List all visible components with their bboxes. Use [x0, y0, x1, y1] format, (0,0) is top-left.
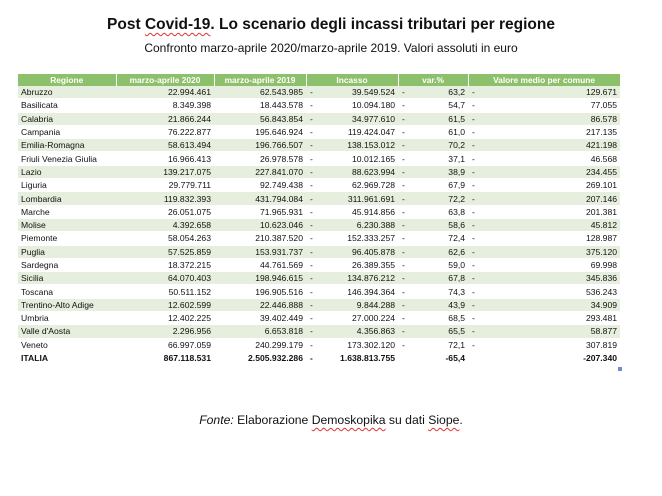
cell-v2019: 6.653.818	[214, 325, 306, 338]
cell-s2: -	[398, 245, 420, 258]
cell-region: ITALIA	[18, 351, 116, 364]
cell-s2: -	[398, 325, 420, 338]
cell-v2019: 44.761.569	[214, 258, 306, 271]
cell-media: 421.198	[490, 139, 620, 152]
cell-s3: -	[468, 112, 490, 125]
cell-incasso: 45.914.856	[326, 205, 398, 218]
table-row	[18, 218, 620, 231]
table-row	[18, 258, 620, 271]
cell-s1: -	[306, 218, 326, 231]
table-row	[18, 112, 620, 125]
cell-v2019: 198.946.615	[214, 272, 306, 285]
cell-s3: -	[468, 245, 490, 258]
cell-incasso: 27.000.224	[326, 312, 398, 325]
source-end: .	[459, 413, 463, 427]
cell-s3: -	[468, 258, 490, 271]
cell-incasso: 88.623.994	[326, 165, 398, 178]
cell-var: 38,9	[420, 165, 468, 178]
cell-s1: -	[306, 152, 326, 165]
cell-s3: -	[468, 298, 490, 311]
cell-v2020: 18.372.215	[116, 258, 214, 271]
cell-region: Lombardia	[18, 192, 116, 205]
cell-s3	[468, 351, 490, 364]
cell-region: Basilicata	[18, 99, 116, 112]
cell-v2019: 153.931.737	[214, 245, 306, 258]
table-row	[18, 205, 620, 218]
cell-s3: -	[468, 139, 490, 152]
cell-v2020: 76.222.877	[116, 125, 214, 138]
cell-var: 63,2	[420, 86, 468, 99]
header-regione: Regione	[18, 74, 116, 86]
source-pre: Elaborazione	[233, 413, 312, 427]
cell-s2: -	[398, 258, 420, 271]
cell-v2020: 2.296.956	[116, 325, 214, 338]
cell-v2020: 26.051.075	[116, 205, 214, 218]
cell-s2: -	[398, 125, 420, 138]
cell-var: 67,8	[420, 272, 468, 285]
cell-s1: -	[306, 179, 326, 192]
cell-media: 129.671	[490, 86, 620, 99]
cell-s3: -	[468, 285, 490, 298]
table-row	[18, 125, 620, 138]
table-row	[18, 139, 620, 152]
cell-var: 61,0	[420, 125, 468, 138]
table-row	[18, 245, 620, 258]
cell-s1: -	[306, 312, 326, 325]
cell-v2020: 4.392.658	[116, 218, 214, 231]
cell-s2: -	[398, 165, 420, 178]
header-media: Valore medio per comune	[468, 74, 620, 86]
cell-s1: -	[306, 86, 326, 99]
table-row	[18, 192, 620, 205]
cell-media: 307.819	[490, 338, 620, 351]
cell-s1: -	[306, 125, 326, 138]
cell-media: 34.909	[490, 298, 620, 311]
header-2020: marzo-aprile 2020	[116, 74, 214, 86]
cell-media: 46.568	[490, 152, 620, 165]
cell-v2020: 66.997.059	[116, 338, 214, 351]
cell-region: Toscana	[18, 285, 116, 298]
source-db: Siope	[428, 413, 460, 427]
cell-media: 293.481	[490, 312, 620, 325]
cell-v2020: 58.054.263	[116, 232, 214, 245]
cell-s1: -	[306, 298, 326, 311]
cell-s2	[398, 351, 420, 364]
cell-v2020: 21.866.244	[116, 112, 214, 125]
cell-var: 74,3	[420, 285, 468, 298]
cell-v2020: 64.070.403	[116, 272, 214, 285]
table-row	[18, 272, 620, 285]
cell-region: Emilia-Romagna	[18, 139, 116, 152]
cell-v2020: 12.602.599	[116, 298, 214, 311]
cell-v2020: 58.613.494	[116, 139, 214, 152]
cell-s3: -	[468, 192, 490, 205]
cell-v2019: 210.387.520	[214, 232, 306, 245]
cell-v2020: 119.832.393	[116, 192, 214, 205]
cell-var: 43,9	[420, 298, 468, 311]
cell-region: Valle d'Aosta	[18, 325, 116, 338]
source-label: Fonte:	[199, 413, 234, 427]
cell-incasso: 146.394.364	[326, 285, 398, 298]
source-mid: su dati	[385, 413, 429, 427]
cell-s2: -	[398, 192, 420, 205]
cell-v2019: 196.766.507	[214, 139, 306, 152]
cell-s3: -	[468, 218, 490, 231]
cell-region: Campania	[18, 125, 116, 138]
cell-incasso: 173.302.120	[326, 338, 398, 351]
cell-s3: -	[468, 165, 490, 178]
cell-v2019: 2.505.932.286	[214, 351, 306, 364]
title-covid: Covid-19	[144, 16, 211, 33]
cell-region: Umbria	[18, 312, 116, 325]
cell-s3: -	[468, 125, 490, 138]
cell-media: 269.101	[490, 179, 620, 192]
cell-v2019: 431.794.084	[214, 192, 306, 205]
cell-region: Liguria	[18, 179, 116, 192]
cell-media: 234.455	[490, 165, 620, 178]
table-row	[18, 298, 620, 311]
cell-region: Trentino-Alto Adige	[18, 298, 116, 311]
cell-s2: -	[398, 112, 420, 125]
cell-var: 68,5	[420, 312, 468, 325]
cell-v2020: 57.525.859	[116, 245, 214, 258]
cell-incasso: 6.230.388	[326, 218, 398, 231]
table-row	[18, 152, 620, 165]
cell-v2019: 62.543.985	[214, 86, 306, 99]
cell-incasso: 9.844.288	[326, 298, 398, 311]
title-rest: . Lo scenario degli incassi tributari per regione	[210, 16, 555, 33]
cell-var: -65,4	[420, 351, 468, 364]
cell-v2019: 18.443.578	[214, 99, 306, 112]
cell-var: 63,8	[420, 205, 468, 218]
cell-v2020: 50.511.152	[116, 285, 214, 298]
cell-s3: -	[468, 232, 490, 245]
cell-s2: -	[398, 218, 420, 231]
cell-v2020: 8.349.398	[116, 99, 214, 112]
cell-var: 67,9	[420, 179, 468, 192]
cell-media: -207.340	[490, 351, 620, 364]
cell-s1: -	[306, 338, 326, 351]
cell-media: 69.998	[490, 258, 620, 271]
page-subtitle: Confronto marzo-aprile 2020/marzo-aprile 2019. Valori assoluti in euro	[144, 41, 518, 55]
cell-incasso: 26.389.355	[326, 258, 398, 271]
cell-media: 536.243	[490, 285, 620, 298]
cell-v2019: 22.446.888	[214, 298, 306, 311]
cell-v2019: 56.843.854	[214, 112, 306, 125]
cell-v2019: 10.623.046	[214, 218, 306, 231]
cell-var: 59,0	[420, 258, 468, 271]
cell-s1: -	[306, 325, 326, 338]
cell-var: 62,6	[420, 245, 468, 258]
title-prefix: Post	[107, 16, 145, 33]
cell-region: Piemonte	[18, 232, 116, 245]
cell-media: 375.120	[490, 245, 620, 258]
cell-v2020: 22.994.461	[116, 86, 214, 99]
table-header-row	[18, 74, 620, 86]
cell-var: 54,7	[420, 99, 468, 112]
cell-s2: -	[398, 298, 420, 311]
cell-s1: -	[306, 165, 326, 178]
cell-var: 72,2	[420, 192, 468, 205]
cell-incasso: 152.333.257	[326, 232, 398, 245]
cell-media: 128.987	[490, 232, 620, 245]
table-total-row	[18, 351, 620, 364]
table-row	[18, 86, 620, 99]
table-row	[18, 165, 620, 178]
cell-s1: -	[306, 285, 326, 298]
cell-region: Molise	[18, 218, 116, 231]
cell-s3: -	[468, 152, 490, 165]
cell-var: 61,5	[420, 112, 468, 125]
cell-s1: -	[306, 245, 326, 258]
cell-region: Veneto	[18, 338, 116, 351]
cell-s1: -	[306, 139, 326, 152]
cell-s1: -	[306, 272, 326, 285]
cell-var: 72,4	[420, 232, 468, 245]
table-row	[18, 232, 620, 245]
source-org: Demoskopika	[311, 413, 386, 427]
cell-media: 217.135	[490, 125, 620, 138]
cell-v2019: 227.841.070	[214, 165, 306, 178]
cell-s2: -	[398, 285, 420, 298]
cell-s1: -	[306, 351, 326, 364]
cell-s1: -	[306, 205, 326, 218]
cell-region: Calabria	[18, 112, 116, 125]
cell-media: 77.055	[490, 99, 620, 112]
cell-media: 201.381	[490, 205, 620, 218]
cell-s2: -	[398, 272, 420, 285]
table-row	[18, 312, 620, 325]
cell-s1: -	[306, 192, 326, 205]
cell-incasso: 96.405.878	[326, 245, 398, 258]
table-row	[18, 325, 620, 338]
cell-media: 207.146	[490, 192, 620, 205]
cell-v2019: 195.646.924	[214, 125, 306, 138]
cell-incasso: 4.356.863	[326, 325, 398, 338]
cell-v2019: 92.749.438	[214, 179, 306, 192]
cell-v2019: 71.965.931	[214, 205, 306, 218]
cell-v2019: 39.402.449	[214, 312, 306, 325]
cell-region: Abruzzo	[18, 86, 116, 99]
cell-var: 65,5	[420, 325, 468, 338]
cell-incasso: 10.094.180	[326, 99, 398, 112]
cell-v2020: 12.402.225	[116, 312, 214, 325]
cell-v2020: 867.118.531	[116, 351, 214, 364]
cell-s3: -	[468, 272, 490, 285]
cell-s2: -	[398, 338, 420, 351]
cell-s3: -	[468, 179, 490, 192]
cell-incasso: 10.012.165	[326, 152, 398, 165]
cell-v2020: 29.779.711	[116, 179, 214, 192]
cell-s1: -	[306, 232, 326, 245]
source-note	[0, 413, 662, 427]
table-resize-handle	[618, 367, 622, 371]
cell-s3: -	[468, 205, 490, 218]
page-title	[0, 16, 662, 34]
cell-incasso: 311.961.691	[326, 192, 398, 205]
cell-s3: -	[468, 86, 490, 99]
cell-media: 58.877	[490, 325, 620, 338]
cell-v2019: 196.905.516	[214, 285, 306, 298]
cell-incasso: 62.969.728	[326, 179, 398, 192]
cell-incasso: 34.977.610	[326, 112, 398, 125]
table-row	[18, 99, 620, 112]
cell-region: Friuli Venezia Giulia	[18, 152, 116, 165]
cell-s1: -	[306, 258, 326, 271]
table-row	[18, 285, 620, 298]
cell-region: Sardegna	[18, 258, 116, 271]
cell-s2: -	[398, 179, 420, 192]
cell-s2: -	[398, 139, 420, 152]
cell-media: 86.578	[490, 112, 620, 125]
cell-media: 345.836	[490, 272, 620, 285]
header-incasso: Incasso	[306, 74, 398, 86]
cell-s2: -	[398, 152, 420, 165]
cell-s2: -	[398, 99, 420, 112]
cell-var: 37,1	[420, 152, 468, 165]
cell-v2020: 139.217.075	[116, 165, 214, 178]
table-row	[18, 338, 620, 351]
header-2019: marzo-aprile 2019	[214, 74, 306, 86]
cell-v2019: 26.978.578	[214, 152, 306, 165]
cell-region: Marche	[18, 205, 116, 218]
cell-var: 70,2	[420, 139, 468, 152]
cell-var: 72,1	[420, 338, 468, 351]
cell-s3: -	[468, 338, 490, 351]
cell-var: 58,6	[420, 218, 468, 231]
cell-region: Puglia	[18, 245, 116, 258]
cell-media: 45.812	[490, 218, 620, 231]
cell-region: Sicilia	[18, 272, 116, 285]
cell-incasso: 119.424.047	[326, 125, 398, 138]
cell-incasso: 134.876.212	[326, 272, 398, 285]
cell-region: Lazio	[18, 165, 116, 178]
cell-s2: -	[398, 86, 420, 99]
cell-incasso: 39.549.524	[326, 86, 398, 99]
revenue-table	[18, 74, 621, 365]
cell-s1: -	[306, 112, 326, 125]
cell-s2: -	[398, 232, 420, 245]
cell-s3: -	[468, 99, 490, 112]
cell-s3: -	[468, 325, 490, 338]
cell-v2019: 240.299.179	[214, 338, 306, 351]
table-body	[18, 86, 620, 365]
cell-s3: -	[468, 312, 490, 325]
cell-incasso: 138.153.012	[326, 139, 398, 152]
header-var: var.%	[398, 74, 468, 86]
cell-s2: -	[398, 312, 420, 325]
cell-s1: -	[306, 99, 326, 112]
cell-s2: -	[398, 205, 420, 218]
cell-v2020: 16.966.413	[116, 152, 214, 165]
table-row	[18, 179, 620, 192]
cell-incasso: 1.638.813.755	[326, 351, 398, 364]
